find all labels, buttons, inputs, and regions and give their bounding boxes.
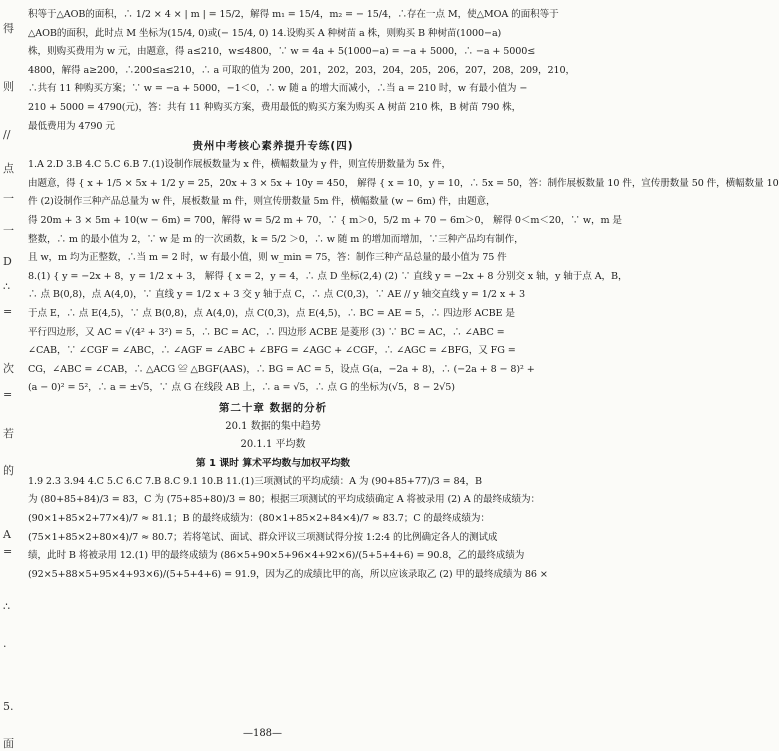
margin-char: // <box>3 128 11 141</box>
text-line: (92×5+88×5+95×4+93×6)/(5+5+4+6) = 91.9，因为乙的成绩比甲的高，所以应该录取乙 (2) 甲的最终成绩为 86 × <box>28 568 548 580</box>
text-line: ∴ 点 B(0,8)，点 A(4,0)，∵ 直线 y = 1/2 x + 3 交 y 轴于点 C，∴ 点 C(0,3)，∵ AE // y 轴交直线 y = 1/2 x + 3 <box>28 289 525 301</box>
text-line: 积等于△AOB的面积，∴ 1/2 × 4 × | m | = 15/2，解得 m₁ = 15/4，m₂ = − 15/4，∴存在一点 M，使△MOA 的面积等于 <box>28 9 559 20</box>
margin-char: ∴ <box>3 600 10 613</box>
margin-char: = <box>3 305 13 318</box>
margin-char: 次 <box>3 362 14 375</box>
left-margin-fragments <box>0 0 22 748</box>
section-title: 贵州中考核心素养提升专练(四) <box>192 140 354 153</box>
text-line: 得 20m + 3 × 5m + 10(w − 6m) = 700，解得 w = 5/2 m + 70，∵ { m＞0，5/2 m + 70 − 6m＞0， 解得 0＜m＜20，∵ w，m 是 <box>28 214 622 226</box>
margin-char: 的 <box>3 464 14 477</box>
text-line: 于点 E，∴ 点 E(4,5)，∵ 点 B(0,8)，点 A(4,0)，点 C(0,3)，点 E(4,5)，∴ BC = AE = 5，∴ 四边形 ACBE 是 <box>28 307 515 319</box>
text-line: 由题意，得 { x + 1/5 × 5x + 1/2 y = 25，20x + 3 × 5x + 10y = 450， 解得 { x = 10，y = 10，∴ 5x = 50，答：制作展板数量 10 件，宣传册数量 50 件，横幅数量 10 <box>28 177 779 189</box>
text-line: 最低费用为 4790 元 <box>28 120 115 132</box>
text-line: 210 + 5000 = 4790(元)，答：共有 11 种购买方案，费用最低的购买方案为购买 A 树苗 210 株，B 树苗 790 株， <box>28 101 522 113</box>
margin-char: · <box>3 640 7 653</box>
text-line: 1.A 2.D 3.B 4.C 5.C 6.B 7.(1)设制作展板数量为 x 件，横幅数量为 y 件，则宣传册数量为 5x 件， <box>28 159 451 171</box>
text-line: 件 (2)设制作三种产品总量为 w 件，展板数量 m 件，则宣传册数量 5m 件，横幅数量 (w − 6m) 件，由题意， <box>28 196 496 208</box>
text-line: 8.(1) { y = −2x + 8，y = 1/2 x + 3， 解得 { x = 2，y = 4，∴ 点 D 坐标(2,4) (2) ∵ 直线 y = −2x + 8 分别交 x 轴，y 轴于点 A，B， <box>28 270 628 282</box>
text-line: 1.9 2.3 3.94 4.C 5.C 6.C 7.B 8.C 9.1 10.B 11.(1)三项测试的平均成绩：A 为 (90+85+77)/3 = 84，B <box>28 475 482 487</box>
text-line: 整数，∴ m 的最小值为 2，∵ w 是 m 的一次函数，k = 5/2 ＞0，∴ w 随 m 的增加而增加，∵三种产品均有制作， <box>28 233 524 245</box>
margin-char: 若 <box>3 427 14 440</box>
margin-char: 则 <box>3 80 14 93</box>
margin-char: 5. <box>3 700 14 713</box>
margin-char: A <box>3 528 11 541</box>
text-line: 且 w，m 均为正整数，∴当 m = 2 时，w 有最小值，则 w_min = 75，答：制作三种产品总量的最小值为 75 件 <box>28 252 507 264</box>
margin-char: D <box>3 255 12 268</box>
page-number: —188— <box>242 728 283 739</box>
margin-char: 点 <box>3 162 14 175</box>
section-title: 第二十章 数据的分析 <box>218 401 328 414</box>
text-line: ∠CAB，∵ ∠CGF = ∠ABC，∴ ∠AGF = ∠ABC + ∠BFG = ∠AGC + ∠CGF，∴ ∠AGC = ∠BFG，又 FG = <box>28 345 516 357</box>
lesson-title: 第 1 课时 算术平均数与加权平均数 <box>195 457 351 469</box>
text-line: 为 (80+85+84)/3 = 83，C 为 (75+85+80)/3 = 80；根据三项测试的平均成绩确定 A 将被录用 (2) A 的最终成绩为： <box>28 494 540 506</box>
text-line: CG，∠ABC = ∠CAB，∴ △ACG ≌ △BGF(AAS)，∴ BG = AC = 5，设点 G(a，−2a + 8)，∴ (−2a + 8 − 8)² + <box>28 363 535 375</box>
margin-char: = <box>3 545 13 558</box>
text-line: (a − 0)² = 5²，∴ a = ±√5，∵ 点 G 在线段 AB 上，∴ a = √5，∴ 点 G 的坐标为(√5，8 − 2√5) <box>28 382 455 394</box>
margin-char: 得 <box>3 22 14 35</box>
margin-char: 面 <box>3 737 14 750</box>
text-line: (75×1+85×2+80×4)/7 ≈ 80.7；若将笔试、面试、群众评议三项测试得分按 1:2:4 的比例确定各人的测试成 <box>28 531 498 543</box>
text-line: 绩，此时 B 将被录用 12.(1) 甲的最终成绩为 (86×5+90×5+96×4+92×6)/(5+5+4+6) = 90.8，乙的最终成绩为 <box>28 550 525 562</box>
text-line: 4800，解得 a≥200，∴200≤a≤210，∴ a 可取的值为 200，201，202，203，204，205，206，207，208，209，210， <box>28 64 576 76</box>
text-line: 株，则购买费用为 w 元，由题意，得 a≤210，w≤4800，∵ w = 4a + 5(1000−a) = −a + 5000，∴ −a + 5000≤ <box>28 46 536 58</box>
answer-page <box>28 6 779 584</box>
text-line: △AOB的面积，此时点 M 坐标为(15/4, 0)或(− 15/4, 0) 14.设购买 A 种树苗 a 株，则购买 B 种树苗(1000−a) <box>28 27 502 39</box>
margin-char: = <box>3 388 13 401</box>
text-line: (90×1+85×2+77×4)/7 ≈ 81.1；B 的最终成绩为：(80×1+85×2+84×4)/7 ≈ 83.7；C 的最终成绩为： <box>28 513 490 525</box>
text-line: 平行四边形，又 AC = √(4² + 3²) = 5，∴ BC = AC，∴ 四边形 ACBE 是菱形 (3) ∵ BC = AC，∴ ∠ABC = <box>28 326 505 338</box>
text-line: ∴共有 11 种购买方案；∵ w = −a + 5000，−1＜0，∴ w 随 a 的增大而减小，∴当 a = 210 时，w 有最小值为 − <box>28 83 528 95</box>
subsection-title: 20.1 数据的集中趋势 <box>225 420 321 432</box>
margin-char: ∴ <box>3 280 10 293</box>
margin-char: 一 <box>3 192 14 205</box>
margin-char: 一 <box>3 224 14 237</box>
subsection-title: 20.1.1 平均数 <box>240 438 306 450</box>
